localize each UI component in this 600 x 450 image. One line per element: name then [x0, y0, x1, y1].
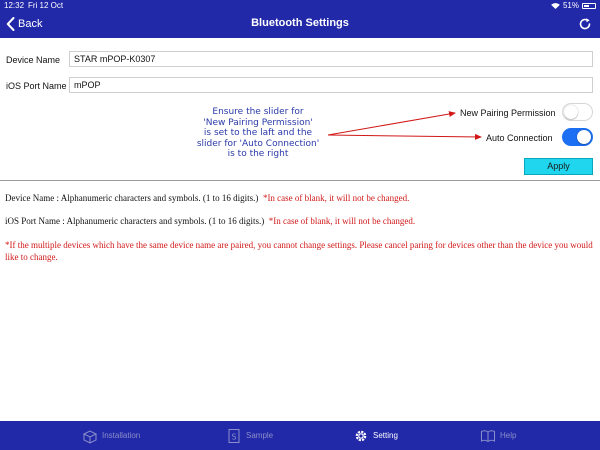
port-name-input[interactable]: [69, 77, 593, 93]
annotation-note: [188, 107, 328, 160]
back-label: Back: [18, 18, 43, 30]
new-pairing-toggle[interactable]: [562, 103, 593, 121]
annotation-line: slider for 'Auto Connection': [196, 138, 320, 149]
device-name-input[interactable]: [69, 51, 593, 67]
arrow-to-new-pairing: [328, 113, 455, 135]
status-date: Fri 12 Oct: [28, 1, 64, 10]
new-pairing-label: New Pairing Permission: [460, 108, 556, 118]
tab-label: Sample: [246, 431, 274, 440]
port-name-label: iOS Port Name: [6, 81, 67, 91]
battery-icon: [582, 3, 596, 9]
book-icon: [480, 428, 496, 444]
toggle-knob: [577, 130, 591, 144]
gear-icon: [353, 428, 369, 444]
tab-label: Setting: [373, 431, 398, 440]
annotation-line: Ensure the slider for: [212, 107, 304, 117]
annotation-line: 'New Pairing Permission': [203, 117, 313, 128]
page-title: Bluetooth Settings: [251, 17, 349, 29]
battery-level: [584, 5, 589, 7]
status-time: 12:32: [4, 1, 25, 10]
refresh-icon[interactable]: [578, 17, 592, 31]
battery-percent: 51%: [562, 1, 579, 10]
status-bar: [0, 0, 600, 11]
auto-connection-toggle[interactable]: [562, 128, 593, 146]
arrow-to-auto-connection: [328, 135, 481, 137]
info-panel: [0, 180, 600, 421]
tab-setting[interactable]: [353, 421, 398, 450]
port-name-info: [5, 216, 415, 226]
installation-icon: [82, 428, 98, 444]
port-name-rule: iOS Port Name : Alphanumeric characters and symbols. (1 to 16 digits.): [5, 216, 265, 226]
annotation-line: is set to the laft and the: [203, 128, 313, 138]
sample-icon: [226, 428, 242, 444]
apply-button[interactable]: Apply: [524, 158, 593, 175]
toggle-knob: [564, 105, 578, 119]
status-right: [551, 0, 596, 11]
device-name-rule: Device Name : Alphanumeric characters and symbols. (1 to 16 digits.): [5, 193, 259, 203]
duplicate-warning: *If the multiple devices which have the same device name are paired, you cannot change settings. Please cancel paring for devices other than the device you would like to change.: [5, 240, 593, 262]
device-name-info: [5, 193, 409, 203]
tab-label: Installation: [102, 431, 141, 440]
tab-bar: [0, 421, 600, 450]
device-name-label: Device Name: [6, 55, 61, 65]
port-name-note: *In case of blank, it will not be changed.: [268, 216, 416, 226]
tab-help[interactable]: [480, 421, 516, 450]
svg-text:S: S: [231, 432, 237, 441]
tab-sample[interactable]: [226, 421, 273, 450]
device-name-note: *In case of blank, it will not be changed.: [262, 193, 410, 203]
tab-installation[interactable]: [82, 421, 140, 450]
wifi-icon: [551, 3, 560, 9]
annotation-line: is to the right: [227, 149, 289, 159]
auto-connection-label: Auto Connection: [486, 133, 553, 143]
navigation-bar: [0, 11, 600, 38]
tab-label: Help: [500, 431, 517, 440]
